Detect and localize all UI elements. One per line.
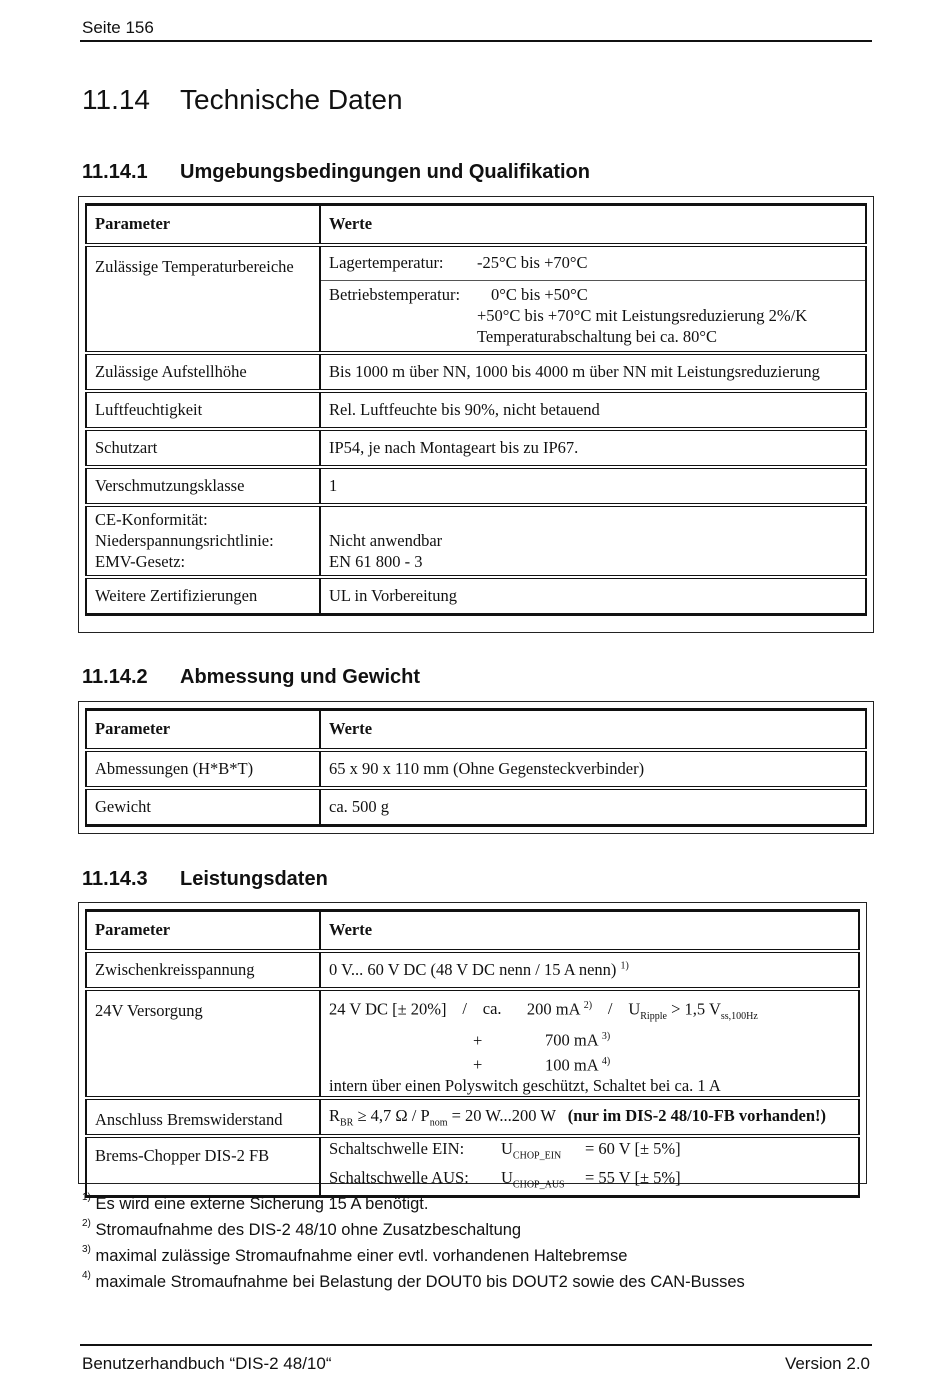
chopper-off-label: Schaltschwelle AUS: (329, 1167, 469, 1187)
value-brake-chopper (320, 1136, 859, 1196)
header-parameter: Parameter (86, 205, 320, 245)
footnote-text: maximale Stromaufnahme bei Belastung der DOUT0 bis DOUT2 sowie des CAN-Busses (95, 1273, 745, 1291)
ce-label: CE-Konformität: (95, 510, 208, 529)
page-header-label: Seite 156 (82, 18, 154, 37)
footnote (82, 1270, 745, 1292)
value-operating-temp (320, 281, 866, 353)
value-dc-link (320, 951, 859, 989)
value-ce (320, 505, 866, 577)
lvd-value: Nicht anwendbar (329, 531, 443, 550)
ripple-symbol: U (628, 999, 641, 1018)
footnote-ref: 4) (601, 1055, 611, 1067)
dimensions-table-frame (78, 701, 874, 834)
performance-table-frame (78, 902, 867, 1190)
footnote-mark: 3) (82, 1244, 91, 1255)
footnote-ref: 2) (583, 999, 593, 1011)
section-title-text: Technische Daten (180, 84, 403, 115)
value-storage-temp (320, 245, 866, 281)
u-symbol: U (501, 1139, 513, 1159)
footnote-ref: 3) (601, 1031, 611, 1043)
subsection-number: 11.14.3 (82, 868, 148, 890)
table-row (86, 788, 866, 826)
table-row (86, 577, 866, 615)
footnote-ref: 1) (620, 960, 629, 971)
param-ce (86, 505, 320, 577)
table-row (86, 391, 866, 429)
table-row (86, 750, 866, 788)
supply-current-2: 700 mA (545, 1030, 598, 1050)
subsection-title-environment (82, 161, 590, 184)
emc-label: EMV-Gesetz: (95, 552, 186, 571)
footnote-text: Es wird eine externe Sicherung 15 A benötigt. (95, 1195, 429, 1213)
param-supply: 24V Versorgung (86, 989, 320, 1099)
param-protection: Schutzart (86, 429, 320, 467)
subsection-title-text: Leistungsdaten (180, 868, 328, 890)
storage-temp-label: Lagertemperatur: (329, 253, 444, 273)
chopper-on-label: Schaltschwelle EIN: (329, 1139, 465, 1159)
table-row (86, 467, 866, 505)
param-temperature: Zulässige Temperaturbereiche (86, 245, 320, 353)
operating-temp-label: Betriebstemperatur: (329, 285, 461, 305)
lvd-label: Niederspannungsrichtlinie: (95, 531, 274, 550)
u-symbol: U (501, 1167, 513, 1187)
footnote-text: Stromaufnahme des DIS-2 48/10 ohne Zusatzbeschaltung (95, 1221, 522, 1239)
section-title (82, 84, 403, 116)
chopper-on-sub: CHOP_EIN (512, 1150, 562, 1162)
dc-link-text: 0 V... 60 V DC (48 V DC nenn / 15 A nenn) (329, 959, 617, 979)
table-header-row (86, 710, 866, 750)
storage-temp-value: -25°C bis +70°C (477, 253, 588, 273)
ripple-value: > 1,5 V (671, 999, 721, 1018)
emc-value: EN 61 800 - 3 (329, 552, 423, 571)
supply-current-3: 100 mA (545, 1055, 598, 1075)
chopper-on-value: = 60 V [± 5%] (585, 1139, 681, 1159)
supply-current-1: 200 mA (526, 999, 580, 1018)
header-rule (80, 40, 872, 42)
r-symbol: R (329, 1106, 341, 1126)
table-row (86, 245, 866, 281)
operating-temp-value-1: 0°C bis +50°C (491, 285, 588, 305)
header-parameter: Parameter (86, 710, 320, 750)
subsection-title-performance (82, 868, 328, 891)
table-row (86, 951, 859, 989)
footnote-mark: 1) (82, 1192, 91, 1203)
operating-temp-value-3: Temperaturabschaltung bei ca. 80°C (477, 327, 718, 347)
param-altitude: Zulässige Aufstellhöhe (86, 353, 320, 391)
header-values: Werte (320, 911, 859, 951)
chopper-off-sub: CHOP_AUS (512, 1178, 565, 1190)
p-sub: nom (429, 1117, 448, 1129)
ripple-value-sub: ss,100Hz (720, 1010, 758, 1022)
table-row (86, 1098, 859, 1136)
table-row (86, 505, 866, 577)
table-row (86, 1136, 859, 1196)
table-row (86, 989, 859, 1099)
subsection-title-text: Umgebungsbedingungen und Qualifikation (180, 161, 590, 183)
subsection-title-text: Abmessung und Gewicht (180, 666, 421, 688)
value-brake-resistor (320, 1098, 859, 1136)
param-dimensions: Abmessungen (H*B*T) (86, 750, 320, 788)
param-brake-resistor: Anschluss Bremswiderstand (86, 1098, 320, 1136)
brake-power-range: = 20 W...200 W (451, 1106, 556, 1126)
table-row (86, 353, 866, 391)
r-sub: BR (340, 1117, 354, 1129)
subsection-number: 11.14.2 (82, 666, 148, 688)
environment-table (85, 203, 867, 616)
supply-voltage: 24 V DC [± 20%] (329, 999, 447, 1018)
brake-resistor-value: ≥ 4,7 Ω / P (357, 1106, 430, 1126)
footnote-text: maximal zulässige Stromaufnahme einer evtl. vorhandenen Haltebremse (95, 1247, 628, 1265)
value-humidity: Rel. Luftfeuchte bis 90%, nicht betauend (320, 391, 866, 429)
value-altitude: Bis 1000 m über NN, 1000 bis 4000 m über NN mit Leistungsreduzierung (320, 353, 866, 391)
param-weight: Gewicht (86, 788, 320, 826)
header-values: Werte (320, 710, 866, 750)
table-row (86, 429, 866, 467)
supply-approx: ca. (482, 999, 502, 1018)
chopper-off-value: = 55 V [± 5%] (585, 1167, 681, 1187)
brake-resistor-note: (nur im DIS-2 48/10-FB vorhanden!) (567, 1106, 826, 1126)
footnote (82, 1218, 522, 1240)
performance-table (85, 909, 860, 1198)
header-parameter: Parameter (86, 911, 320, 951)
environment-table-frame (78, 196, 874, 633)
section-number: 11.14 (82, 84, 150, 115)
supply-protection-note: intern über einen Polyswitch geschützt, Schaltet bei ca. 1 A (329, 1076, 721, 1096)
footer-document-title: Benutzerhandbuch “DIS-2 48/10“ (82, 1354, 332, 1373)
dimensions-table (85, 708, 867, 827)
param-dc-link: Zwischenkreisspannung (86, 951, 320, 989)
param-pollution: Verschmutzungsklasse (86, 467, 320, 505)
value-supply (320, 989, 859, 1099)
header-values: Werte (320, 205, 866, 245)
plus-sign: + (473, 1030, 483, 1050)
operating-temp-value-2: +50°C bis +70°C mit Leistungsreduzierung 2%/K (477, 306, 808, 326)
ripple-sub: Ripple (640, 1010, 667, 1022)
plus-sign: + (473, 1055, 483, 1075)
value-weight: ca. 500 g (320, 788, 866, 826)
param-certifications: Weitere Zertifizierungen (86, 577, 320, 615)
value-dimensions: 65 x 90 x 110 mm (Ohne Gegensteckverbinder) (320, 750, 866, 788)
value-pollution: 1 (320, 467, 866, 505)
table-header-row (86, 205, 866, 245)
subsection-number: 11.14.1 (82, 161, 148, 183)
param-humidity: Luftfeuchtigkeit (86, 391, 320, 429)
footer-rule (80, 1344, 872, 1346)
subsection-title-dimensions (82, 666, 420, 689)
footnote-mark: 2) (82, 1218, 91, 1229)
supply-sep: / (607, 999, 613, 1018)
footer-version: Version 2.0 (784, 1354, 870, 1373)
param-brake-chopper: Brems-Chopper DIS-2 FB (86, 1136, 320, 1196)
supply-sep: / (462, 999, 467, 1018)
footnote (82, 1244, 628, 1266)
table-header-row (86, 911, 859, 951)
footnote-mark: 4) (82, 1270, 91, 1281)
value-certifications: UL in Vorbereitung (320, 577, 866, 615)
footnote (82, 1192, 429, 1214)
value-protection: IP54, je nach Montageart bis zu IP67. (320, 429, 866, 467)
